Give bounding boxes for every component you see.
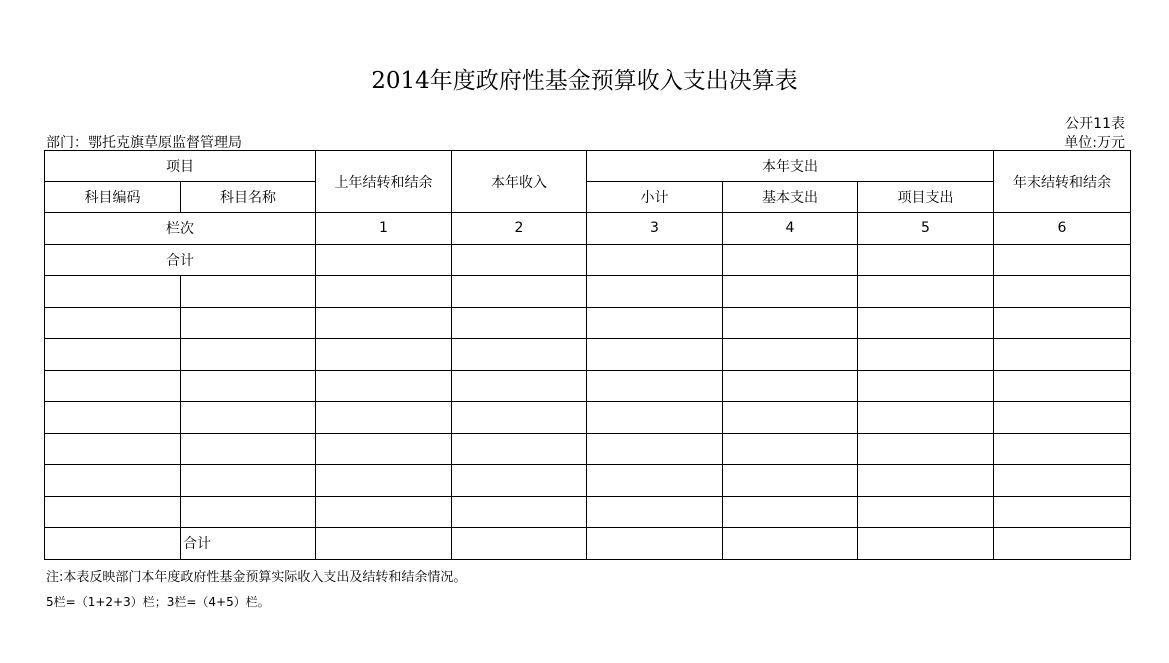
- table-row: [45, 370, 1131, 402]
- table-cell: [181, 433, 316, 465]
- column-number-row: [45, 213, 1131, 245]
- unit-label: 单位:万元: [1064, 135, 1125, 151]
- table-cell: [587, 496, 723, 528]
- table-cell: [316, 496, 452, 528]
- table-cell: [452, 276, 587, 308]
- table-cell: [994, 496, 1131, 528]
- table-cell: [858, 276, 994, 308]
- table-cell: [316, 465, 452, 497]
- table-cell: [316, 244, 452, 276]
- table-cell: [587, 307, 723, 339]
- table-cell: [858, 496, 994, 528]
- table-cell: [994, 528, 1131, 560]
- table-cell: [858, 433, 994, 465]
- table-cell: [587, 402, 723, 434]
- table-cell: [452, 339, 587, 371]
- table-cell: [858, 402, 994, 434]
- header-end-balance: 年末结转和结余: [994, 151, 1131, 213]
- total-label: 合计: [45, 244, 316, 276]
- table-cell: [316, 528, 452, 560]
- table-cell: [858, 339, 994, 371]
- column-number: 2: [452, 213, 587, 245]
- header-row-1: [45, 151, 1131, 182]
- table-cell: [452, 244, 587, 276]
- column-number: 3: [587, 213, 723, 245]
- form-number: 公开11表: [1065, 116, 1125, 132]
- table-cell: [45, 339, 181, 371]
- table-cell: [723, 307, 858, 339]
- table-cell: [994, 433, 1131, 465]
- table-cell: [45, 433, 181, 465]
- header-subtotal: 小计: [587, 182, 723, 213]
- table-cell: [994, 465, 1131, 497]
- header-code: 科目编码: [45, 182, 181, 213]
- table-cell: [994, 370, 1131, 402]
- table-cell: [452, 496, 587, 528]
- bottom-total-row: [45, 528, 1131, 560]
- column-number-label: 栏次: [45, 213, 316, 245]
- table-cell: [587, 528, 723, 560]
- table-cell: [316, 276, 452, 308]
- table-cell: [45, 528, 181, 560]
- table-cell: [994, 307, 1131, 339]
- table-cell: [181, 465, 316, 497]
- table-cell: [316, 339, 452, 371]
- header-prev-balance: 上年结转和结余: [316, 151, 452, 213]
- table-cell: [723, 402, 858, 434]
- table-row: [45, 465, 1131, 497]
- table-cell: [858, 370, 994, 402]
- table-cell: [45, 276, 181, 308]
- table-cell: [994, 339, 1131, 371]
- total-row: [45, 244, 1131, 276]
- table-cell: [587, 276, 723, 308]
- header-name: 科目名称: [181, 182, 316, 213]
- table-cell: [452, 528, 587, 560]
- table-cell: [858, 307, 994, 339]
- table-cell: [723, 496, 858, 528]
- table-cell: [181, 276, 316, 308]
- table-cell: [316, 433, 452, 465]
- table-cell: [181, 496, 316, 528]
- table-cell: [452, 465, 587, 497]
- report-title: 2014年度政府性基金预算收入支出决算表: [371, 68, 798, 94]
- table-row: [45, 496, 1131, 528]
- table-cell: [452, 370, 587, 402]
- table-cell: [723, 433, 858, 465]
- table-cell: [723, 276, 858, 308]
- table-cell: [723, 370, 858, 402]
- column-number: 6: [994, 213, 1131, 245]
- table-cell: [994, 244, 1131, 276]
- table-cell: [181, 370, 316, 402]
- header-item: 项目: [45, 151, 316, 182]
- table-cell: [723, 339, 858, 371]
- column-number: 4: [723, 213, 858, 245]
- footnote-description: 注:本表反映部门本年度政府性基金预算实际收入支出及结转和结余情况。: [46, 570, 467, 585]
- table-row: [45, 402, 1131, 434]
- table-cell: [45, 307, 181, 339]
- header-expenditure: 本年支出: [587, 151, 994, 182]
- header-income: 本年收入: [452, 151, 587, 213]
- table-row: [45, 433, 1131, 465]
- table-cell: [587, 370, 723, 402]
- table-cell: [452, 307, 587, 339]
- table-cell: [45, 402, 181, 434]
- table-cell: [723, 244, 858, 276]
- table-cell: [45, 465, 181, 497]
- table-cell: [181, 307, 316, 339]
- header-basic: 基本支出: [723, 182, 858, 213]
- budget-table: [44, 150, 1131, 560]
- table-cell: [858, 244, 994, 276]
- table-cell: [181, 339, 316, 371]
- table-cell: [994, 402, 1131, 434]
- header-project: 项目支出: [858, 182, 994, 213]
- column-number: 5: [858, 213, 994, 245]
- bottom-total-label: 合计: [181, 528, 316, 560]
- table-cell: [316, 402, 452, 434]
- table-cell: [858, 528, 994, 560]
- table-row: [45, 307, 1131, 339]
- table-cell: [587, 339, 723, 371]
- table-cell: [181, 402, 316, 434]
- table-cell: [316, 307, 452, 339]
- header-row-2: [45, 182, 1131, 213]
- table-cell: [316, 370, 452, 402]
- table-row: [45, 276, 1131, 308]
- table-cell: [452, 433, 587, 465]
- table-cell: [858, 465, 994, 497]
- table-cell: [723, 465, 858, 497]
- table-cell: [587, 465, 723, 497]
- table-cell: [994, 276, 1131, 308]
- table-cell: [723, 528, 858, 560]
- table-row: [45, 339, 1131, 371]
- footnote-formula: 5栏=（1+2+3）栏；3栏=（4+5）栏。: [46, 595, 270, 609]
- table-cell: [587, 433, 723, 465]
- department-label: 部门：鄂托克旗草原监督管理局: [46, 135, 242, 151]
- table-cell: [452, 402, 587, 434]
- table-cell: [45, 496, 181, 528]
- table-cell: [45, 370, 181, 402]
- table-cell: [587, 244, 723, 276]
- column-number: 1: [316, 213, 452, 245]
